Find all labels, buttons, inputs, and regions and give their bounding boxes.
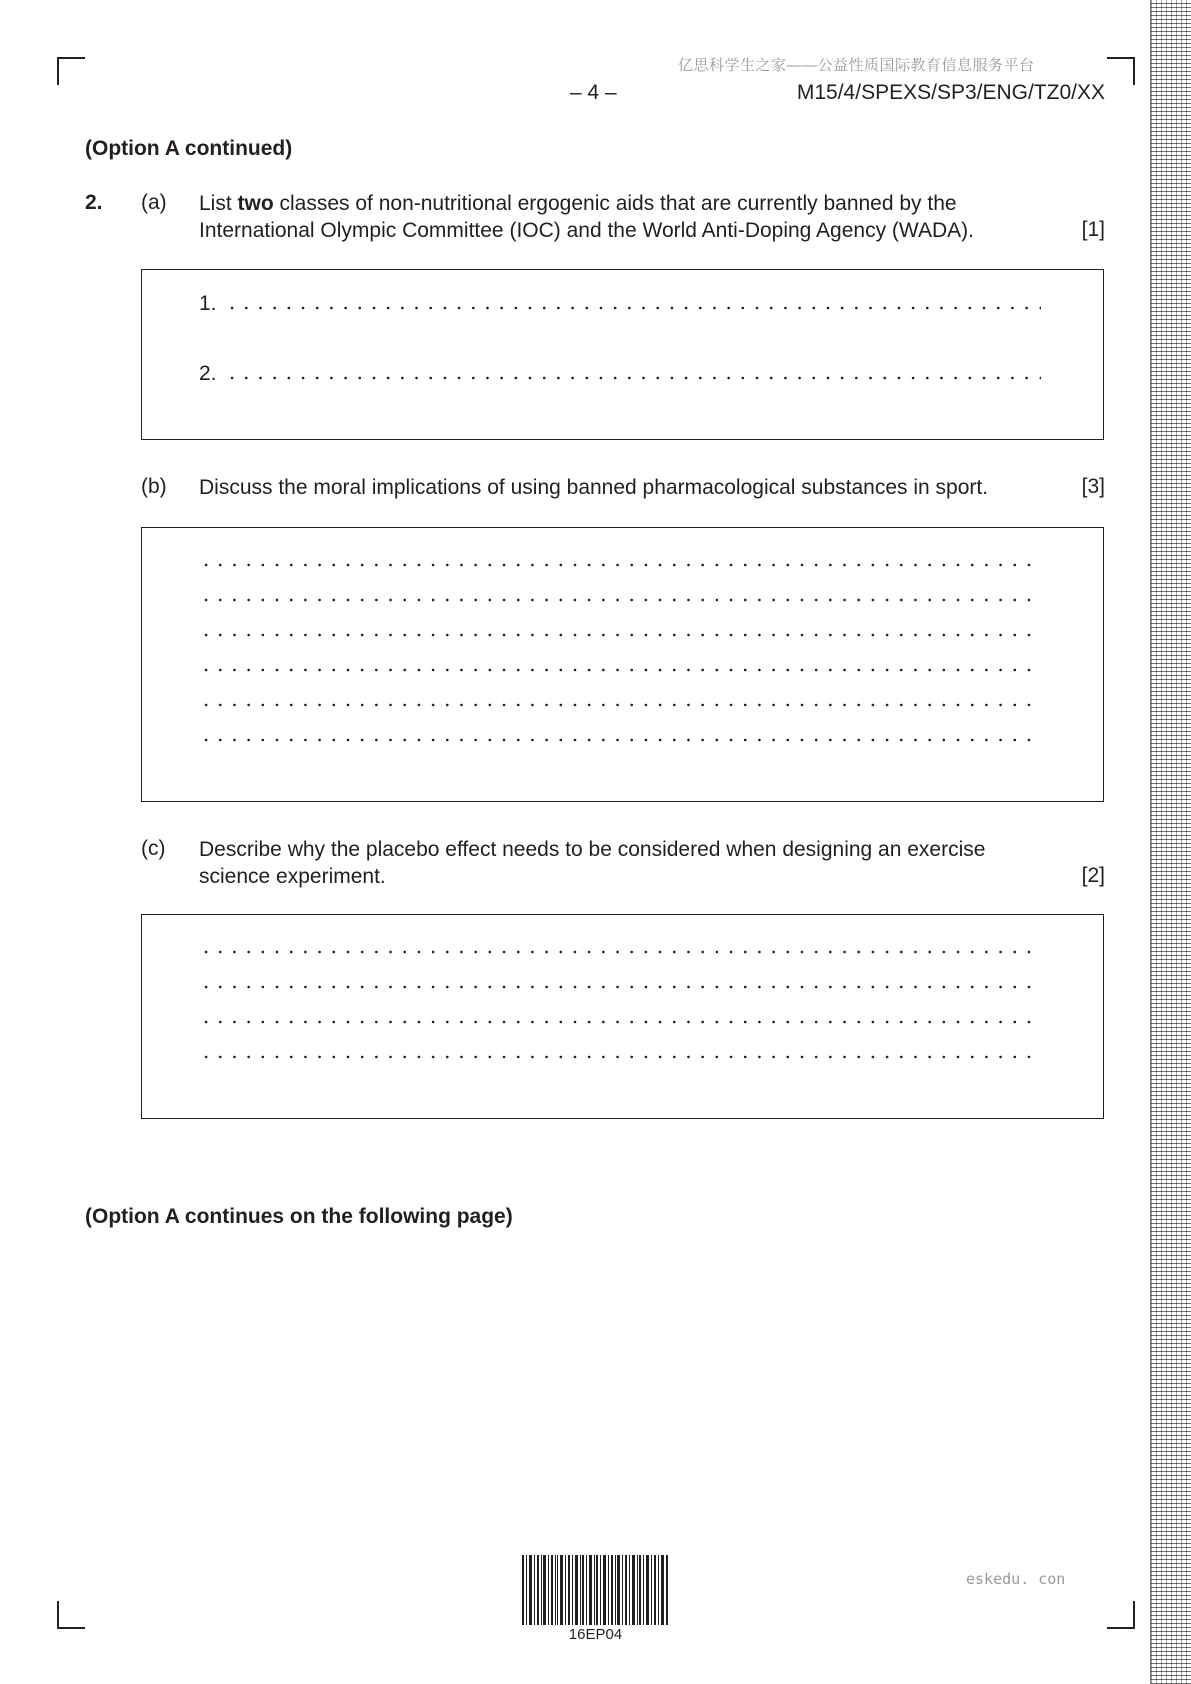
part-a-marks: [1] bbox=[1081, 218, 1105, 241]
option-heading: (Option A continued) bbox=[85, 137, 293, 160]
part-a-text: List two classes of non-nutritional ergogenic aids that are currently banned by the International Olympic Committee (IOC) and the World Anti-Doping Agency (WADA). bbox=[199, 192, 974, 242]
answer-a-label-1: 1. bbox=[199, 292, 217, 315]
answer-line[interactable] bbox=[199, 985, 1041, 989]
answer-line[interactable] bbox=[199, 1020, 1041, 1024]
option-continues-note: (Option A continues on the following page) bbox=[85, 1205, 513, 1228]
crop-mark-top-left bbox=[57, 57, 85, 85]
part-c-text: Describe why the placebo effect needs to be considered when designing an exercise science experiment. bbox=[199, 838, 986, 888]
answer-box-c[interactable] bbox=[141, 914, 1104, 1119]
watermark: 亿思科学生之家——公益性质国际教育信息服务平台 bbox=[678, 57, 1035, 74]
page-number: – 4 – bbox=[570, 81, 617, 104]
part-a-label: (a) bbox=[141, 191, 167, 214]
part-c-label: (c) bbox=[141, 837, 166, 860]
answer-line[interactable] bbox=[199, 703, 1041, 707]
crop-mark-top-right bbox=[1107, 57, 1135, 85]
answer-box-b[interactable] bbox=[141, 527, 1104, 802]
site-watermark: eskedu. con bbox=[966, 1570, 1066, 1588]
answer-line[interactable] bbox=[199, 950, 1041, 954]
part-c-marks: [2] bbox=[1081, 864, 1105, 887]
answer-line[interactable] bbox=[199, 668, 1041, 672]
answer-line[interactable] bbox=[225, 376, 1041, 380]
part-b-label: (b) bbox=[141, 475, 167, 498]
part-b-text: Discuss the moral implications of using banned pharmacological substances in sport. bbox=[199, 476, 989, 499]
part-b-marks: [3] bbox=[1081, 475, 1105, 498]
crop-mark-bottom-right bbox=[1107, 1601, 1135, 1629]
answer-line[interactable] bbox=[199, 738, 1041, 742]
answer-line[interactable] bbox=[225, 306, 1041, 310]
answer-box-a[interactable] bbox=[141, 269, 1104, 440]
answer-line[interactable] bbox=[199, 633, 1041, 637]
answer-line[interactable] bbox=[199, 598, 1041, 602]
answer-a-label-2: 2. bbox=[199, 362, 217, 385]
side-hatch-strip bbox=[1150, 0, 1191, 1684]
question-number: 2. bbox=[85, 191, 103, 214]
barcode-image bbox=[522, 1555, 669, 1625]
barcode-text: 16EP04 bbox=[568, 1626, 623, 1643]
answer-line[interactable] bbox=[199, 563, 1041, 567]
answer-line[interactable] bbox=[199, 1055, 1041, 1059]
crop-mark-bottom-left bbox=[57, 1601, 85, 1629]
paper-code: M15/4/SPEXS/SP3/ENG/TZ0/XX bbox=[796, 81, 1105, 104]
